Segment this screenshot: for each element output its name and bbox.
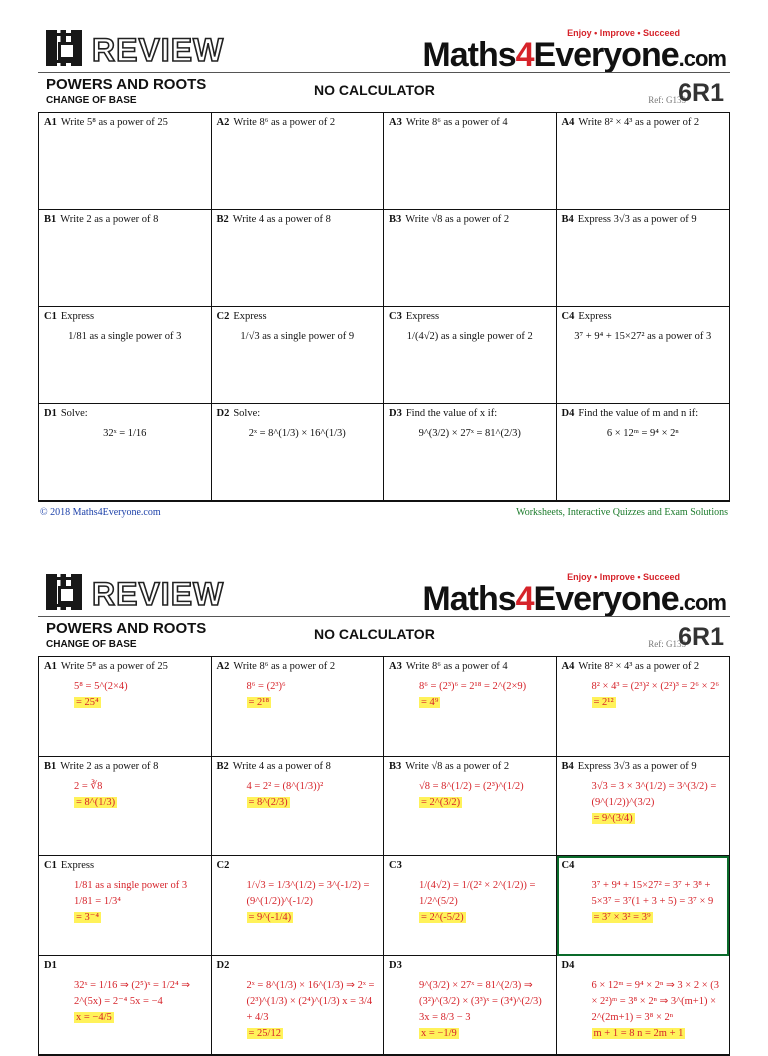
topic-title: POWERS AND ROOTS bbox=[46, 620, 207, 637]
answer-cell-b3 bbox=[384, 757, 557, 857]
question-cell-d3 bbox=[384, 404, 557, 501]
answer-result: = 25/12 bbox=[248, 1027, 281, 1039]
answer-result: = 4⁹ bbox=[421, 697, 439, 708]
answer-label: A3 bbox=[389, 661, 402, 672]
title-bar bbox=[38, 72, 730, 110]
review-title: REVIEW bbox=[92, 576, 225, 612]
answer-cell-b1 bbox=[39, 757, 212, 857]
qr-code-icon bbox=[46, 574, 82, 610]
answer-working: 1/81 as a single power of 3 1/81 = 1/3⁴ bbox=[74, 880, 188, 907]
brand-logo bbox=[422, 28, 726, 76]
question-label: A3 bbox=[389, 117, 402, 128]
answer-result: = 3⁻⁴ bbox=[76, 912, 99, 923]
question-label: C4 bbox=[561, 311, 575, 322]
question-text: Express 3√3 as a power of 9 bbox=[577, 214, 697, 225]
answer-cell-b4 bbox=[557, 757, 730, 857]
answer-working: √8 = 8^(1/2) = (2³)^(1/2) bbox=[419, 780, 524, 792]
question-cell-b1 bbox=[39, 210, 212, 307]
worksheet-answers bbox=[0, 560, 768, 1039]
question-expression: 6 × 12ᵐ = 9⁴ × 2ⁿ bbox=[606, 428, 679, 439]
reference-code: Ref: G133 bbox=[648, 639, 686, 649]
question-cell-d2 bbox=[212, 404, 385, 501]
subtopic-title: CHANGE OF BASE bbox=[46, 95, 137, 106]
question-cell-c3 bbox=[384, 307, 557, 404]
question-text: Write 8⁶ as a power of 4 bbox=[405, 117, 508, 128]
question-label: C2 bbox=[216, 311, 230, 322]
review-title: REVIEW bbox=[92, 32, 225, 68]
question-text: Write 2 as a power of 8 bbox=[60, 214, 159, 225]
answer-question-text: Write 8⁶ as a power of 4 bbox=[405, 661, 508, 672]
answer-label: B4 bbox=[561, 760, 574, 772]
answer-cell-c2 bbox=[212, 856, 385, 956]
question-grid bbox=[38, 112, 730, 502]
answer-question-text: Write 2 as a power of 8 bbox=[60, 760, 159, 772]
question-expression: 9^(3/2) × 27ˣ = 81^(2/3) bbox=[418, 428, 521, 439]
question-expression: 32ˣ = 1/16 bbox=[103, 428, 147, 439]
answer-label: D1 bbox=[44, 959, 57, 971]
answer-working: 8² × 4³ = (2³)² × (2²)³ = 2⁶ × 2⁶ bbox=[591, 681, 720, 692]
answer-label: C3 bbox=[389, 860, 402, 871]
brand-tagline: Enjoy • Improve • Succeed bbox=[567, 572, 680, 582]
answer-result: x = −1/9 bbox=[421, 1027, 457, 1039]
answer-working: 3⁷ + 9⁴ + 15×27² = 3⁷ + 3⁸ + 5×3⁷ = 3⁷(1 + 3 + 5) = 3⁷ × 9 bbox=[591, 880, 714, 907]
qr-code-icon bbox=[46, 30, 82, 66]
answer-cell-c3 bbox=[384, 856, 557, 956]
question-expression: 3⁷ + 9⁴ + 15×27² as a power of 3 bbox=[574, 331, 712, 342]
answer-question-text: Write 4 as a power of 8 bbox=[232, 760, 331, 772]
answer-result: = 2¹² bbox=[593, 697, 614, 708]
answer-working: 32ˣ = 1/16 ⇒ (2⁵)ˣ = 1/2⁴ ⇒ 2^(5x) = 2⁻⁴ 5x = −4 bbox=[74, 979, 191, 1007]
question-text: Express bbox=[578, 311, 612, 322]
answer-question-text: Express 3√3 as a power of 9 bbox=[577, 760, 697, 772]
answer-working: 2ˣ = 8^(1/3) × 16^(1/3) ⇒ 2ˣ = (2³)^(1/3) × (2⁴)^(1/3) x = 3/4 + 4/3 bbox=[246, 979, 375, 1023]
answer-cell-a4 bbox=[557, 657, 730, 757]
answer-label: B2 bbox=[216, 760, 229, 772]
brand-four: 4 bbox=[515, 36, 534, 74]
worksheet-code: 6R1 bbox=[678, 623, 724, 651]
question-cell-c1 bbox=[39, 307, 212, 404]
question-text: Express bbox=[233, 311, 267, 322]
answer-working: 6 × 12ᵐ = 9⁴ × 2ⁿ ⇒ 3 × 2 × (3 × 2²)ᵐ = 3⁸ × 2ⁿ ⇒ 3^(m+1) × 2^(2m+1) = 3⁸ × 2ⁿ bbox=[591, 979, 720, 1023]
answer-label: A4 bbox=[561, 661, 575, 672]
answer-working: 1/(4√2) = 1/(2² × 2^(1/2)) = 1/2^(5/2) bbox=[419, 880, 536, 907]
question-cell-b2 bbox=[212, 210, 385, 307]
answer-label: C1 bbox=[44, 860, 57, 871]
question-label: D2 bbox=[216, 408, 230, 419]
brand-name bbox=[422, 582, 726, 620]
answer-cell-d1 bbox=[39, 956, 212, 1056]
answer-working: 1/√3 = 1/3^(1/2) = 3^(-1/2) = (9^(1/2))^(-1/2) bbox=[246, 880, 370, 907]
answer-working: 8⁶ = (2³)⁶ bbox=[246, 681, 286, 692]
answer-label: C4 bbox=[561, 860, 575, 871]
question-label: B4 bbox=[561, 214, 574, 225]
brand-logo bbox=[422, 572, 726, 620]
answer-working: 2 = ∛8 bbox=[74, 780, 103, 792]
question-label: C3 bbox=[389, 311, 402, 322]
answer-result: = 9^(3/4) bbox=[593, 812, 633, 824]
question-label: D3 bbox=[389, 408, 402, 419]
worksheet-code: 6R1 bbox=[678, 79, 724, 107]
page-header bbox=[38, 28, 730, 76]
question-label: B3 bbox=[389, 214, 402, 225]
answer-working: 4 = 2² = (8^(1/3))² bbox=[246, 780, 324, 792]
question-cell-c4 bbox=[557, 307, 730, 404]
answer-result: = 2¹⁸ bbox=[248, 697, 270, 708]
question-text: Write √8 as a power of 2 bbox=[405, 214, 510, 225]
question-text: Find the value of x if: bbox=[405, 408, 498, 419]
question-cell-a4 bbox=[557, 113, 730, 210]
answer-working: 3√3 = 3 × 3^(1/2) = 3^(3/2) = (9^(1/2))^(3/2) bbox=[591, 780, 717, 808]
answer-result: = 3⁷ × 3² = 3⁹ bbox=[593, 912, 651, 923]
question-cell-d4 bbox=[557, 404, 730, 501]
answer-question-text: Write 5⁸ as a power of 25 bbox=[60, 661, 168, 672]
question-label: B1 bbox=[44, 214, 57, 225]
question-text: Find the value of m and n if: bbox=[578, 408, 699, 419]
question-text: Write 5⁸ as a power of 25 bbox=[60, 117, 168, 128]
question-cell-b4 bbox=[557, 210, 730, 307]
answer-cell-a3 bbox=[384, 657, 557, 757]
answer-working: 9^(3/2) × 27ˣ = 81^(2/3) ⇒ (3²)^(3/2) × (3³)ˣ = (3⁴)^(2/3) 3x = 8/3 − 3 bbox=[419, 979, 542, 1023]
question-text: Write 8² × 4³ as a power of 2 bbox=[578, 117, 700, 128]
answer-result: = 9^(-1/4) bbox=[248, 912, 292, 923]
title-bar-answers bbox=[38, 616, 730, 654]
answer-cell-d4 bbox=[557, 956, 730, 1056]
answer-result: x = −4/5 bbox=[76, 1011, 112, 1023]
answer-cell-c1 bbox=[39, 856, 212, 956]
question-label: A1 bbox=[44, 117, 57, 128]
question-expression: 2ˣ = 8^(1/3) × 16^(1/3) bbox=[248, 428, 346, 439]
brand-rest: Everyone bbox=[533, 580, 679, 618]
topic-title: POWERS AND ROOTS bbox=[46, 76, 207, 93]
question-text: Write 4 as a power of 8 bbox=[232, 214, 331, 225]
brand-com: .com bbox=[678, 46, 726, 71]
question-cell-c2 bbox=[212, 307, 385, 404]
answer-cell-d3 bbox=[384, 956, 557, 1056]
brand-com: .com bbox=[678, 590, 726, 615]
brand-main: Maths bbox=[422, 580, 516, 618]
question-cell-a2 bbox=[212, 113, 385, 210]
brand-main: Maths bbox=[422, 36, 516, 74]
question-cell-a3 bbox=[384, 113, 557, 210]
question-label: D4 bbox=[561, 408, 575, 419]
reference-code: Ref: G133 bbox=[648, 95, 686, 105]
answer-result: = 2^(-5/2) bbox=[421, 912, 464, 923]
answer-question-text: Express bbox=[60, 860, 95, 871]
answer-label: A1 bbox=[44, 661, 57, 672]
answer-result: = 8^(2/3) bbox=[248, 796, 288, 808]
answer-label: D3 bbox=[389, 959, 402, 971]
question-label: B2 bbox=[216, 214, 229, 225]
answer-label: A2 bbox=[216, 661, 230, 672]
question-expression: 1/√3 as a single power of 9 bbox=[240, 331, 355, 342]
question-label: A2 bbox=[216, 117, 230, 128]
subtopic-title: CHANGE OF BASE bbox=[46, 639, 137, 650]
answer-label: D4 bbox=[561, 959, 575, 971]
brand-tagline: Enjoy • Improve • Succeed bbox=[567, 28, 680, 38]
answer-result: = 8^(1/3) bbox=[76, 796, 116, 808]
question-label: C1 bbox=[44, 311, 57, 322]
answer-label: C2 bbox=[216, 860, 230, 871]
answer-label: D2 bbox=[216, 959, 230, 971]
question-text: Solve: bbox=[233, 408, 261, 419]
answer-cell-b2 bbox=[212, 757, 385, 857]
question-text: Write 8⁶ as a power of 2 bbox=[233, 117, 336, 128]
answer-question-text: Write √8 as a power of 2 bbox=[405, 760, 510, 772]
page-header-answers bbox=[38, 572, 730, 620]
answer-question-text: Write 8⁶ as a power of 2 bbox=[233, 661, 336, 672]
answer-result: m + 1 = 8 n = 2m + 1 bbox=[593, 1027, 684, 1039]
answer-question-text: Write 8² × 4³ as a power of 2 bbox=[578, 661, 700, 672]
answer-cell-a1 bbox=[39, 657, 212, 757]
question-cell-b3 bbox=[384, 210, 557, 307]
copyright-link[interactable]: © 2018 Maths4Everyone.com bbox=[40, 507, 161, 518]
no-calculator-label: NO CALCULATOR bbox=[314, 82, 435, 98]
answer-working: 5⁸ = 5^(2×4) bbox=[74, 681, 128, 692]
brand-rest: Everyone bbox=[533, 36, 679, 74]
answer-working: 8⁶ = (2³)⁶ = 2¹⁸ = 2^(2×9) bbox=[419, 681, 527, 692]
answer-cell-d2 bbox=[212, 956, 385, 1056]
question-label: D1 bbox=[44, 408, 57, 419]
question-expression: 1/81 as a single power of 3 bbox=[68, 331, 182, 342]
answer-label: B3 bbox=[389, 760, 402, 772]
question-text: Solve: bbox=[60, 408, 88, 419]
no-calculator-label: NO CALCULATOR bbox=[314, 626, 435, 642]
question-expression: 1/(4√2) as a single power of 2 bbox=[406, 331, 533, 342]
answer-cell-a2 bbox=[212, 657, 385, 757]
answer-label: B1 bbox=[44, 760, 57, 772]
answer-result: = 25⁴ bbox=[76, 697, 99, 708]
footer-tagline: Worksheets, Interactive Quizzes and Exam Solutions bbox=[516, 507, 728, 518]
brand-name bbox=[422, 38, 726, 76]
question-cell-d1 bbox=[39, 404, 212, 501]
question-text: Express bbox=[405, 311, 440, 322]
question-cell-a1 bbox=[39, 113, 212, 210]
brand-four: 4 bbox=[515, 580, 534, 618]
answer-grid bbox=[38, 656, 730, 1056]
answer-cell-c4 bbox=[557, 856, 730, 956]
question-text: Express bbox=[60, 311, 95, 322]
question-label: A4 bbox=[561, 117, 575, 128]
answer-result: = 2^(3/2) bbox=[421, 796, 461, 808]
